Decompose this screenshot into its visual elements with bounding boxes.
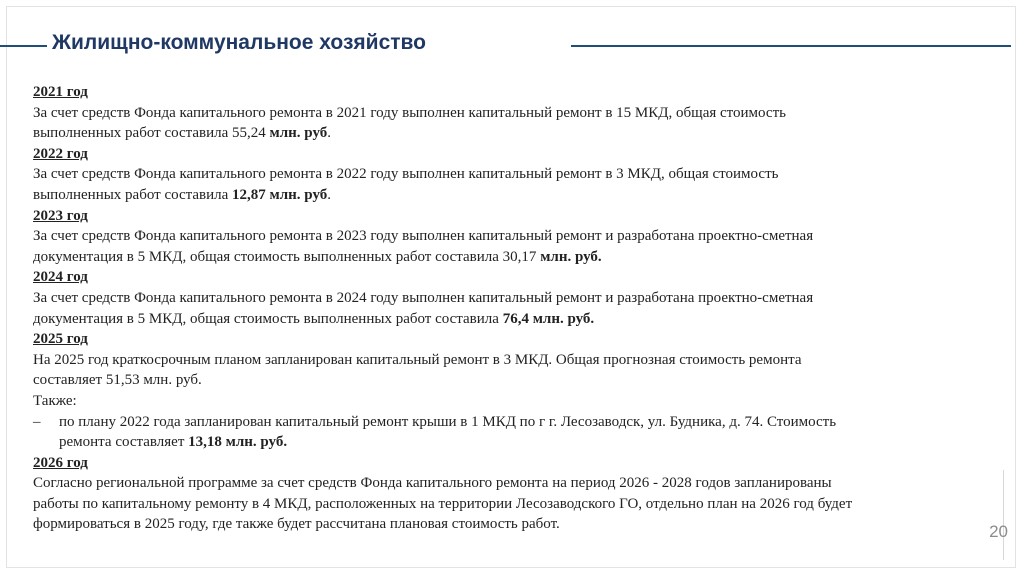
paragraph-line: За счет средств Фонда капитального ремонта в 2024 году выполнен капитальный ремонт и разработана проектно-сметная [33,289,814,306]
year-heading: 2024 год [33,269,88,286]
paragraph-line [33,247,988,268]
text-run: выполненных работ составила 55,24 [33,125,270,142]
slide-content [33,82,988,535]
text-run: выполненных работ составила [33,186,233,203]
slide-title: Жилищно-коммунальное хозяйство [52,31,426,54]
text-run: документация в 5 МКД, общая стоимость выполненных работ составила [33,310,503,327]
paragraph-line: составляет 51,53 млн. руб. [33,372,202,389]
text-run: . [327,125,332,142]
bold-amount: 13,18 млн. руб. [188,434,288,451]
paragraph-line: За счет средств Фонда капитального ремонта в 2023 году выполнен капитальный ремонт и разработана проектно-сметная [33,228,814,245]
dash-bullet: – [33,413,41,430]
section-2022 [33,144,988,206]
paragraph-line: За счет средств Фонда капитального ремонта в 2021 году выполнен капитальный ремонт в 15 МКД, общая стоимость [33,104,786,121]
paragraph-line: На 2025 год краткосрочным планом запланирован капитальный ремонт в 3 МКД. Общая прогнозная стоимость ремонта [33,351,802,368]
section-2024 [33,267,988,329]
year-heading: 2025 год [33,331,88,348]
year-heading: 2022 год [33,145,88,162]
also-label: Также: [33,392,77,409]
text-run: ремонта составляет [59,434,189,451]
bold-amount: 76,4 млн. руб. [502,310,595,327]
year-heading: 2021 год [33,84,88,100]
bold-amount: 12,87 млн. руб [232,186,328,203]
header-rule-right [571,45,1011,47]
list-item-text [59,412,988,453]
footer-divider [1003,470,1004,560]
paragraph-line: формироваться в 2025 году, где также будет рассчитана плановая стоимость работ. [33,516,560,533]
year-heading: 2026 год [33,454,88,471]
text-run: по плану 2022 года запланирован капитальный ремонт крыши в 1 МКД по г г. Лесозаводск, ул. Будника, д. 74. Стоимость [59,413,837,430]
section-2021 [33,82,988,144]
paragraph-line [33,185,988,206]
paragraph-line: Согласно региональной программе за счет средств Фонда капитального ремонта на период 2026 - 2028 годов запланированы [33,475,832,492]
section-2026 [33,453,988,535]
header-rule-left [0,45,47,47]
text-run: . [327,186,332,203]
paragraph-line [33,309,988,330]
year-heading: 2023 год [33,207,88,224]
list-item [33,412,988,453]
text-run: документация в 5 МКД, общая стоимость выполненных работ составила 30,17 [33,248,541,265]
bold-amount: млн. руб [269,125,328,142]
page-number: 20 [989,522,1008,541]
paragraph-line [33,123,988,144]
paragraph-line: За счет средств Фонда капитального ремонта в 2022 году выполнен капитальный ремонт в 3 МКД, общая стоимость [33,166,779,183]
bold-amount: млн. руб. [540,248,602,265]
paragraph-line: работы по капитальному ремонту в 4 МКД, расположенных на территории Лесозаводского ГО, отдельно план на 2026 год будет [33,495,853,512]
section-2025 [33,329,988,453]
section-2023 [33,206,988,268]
